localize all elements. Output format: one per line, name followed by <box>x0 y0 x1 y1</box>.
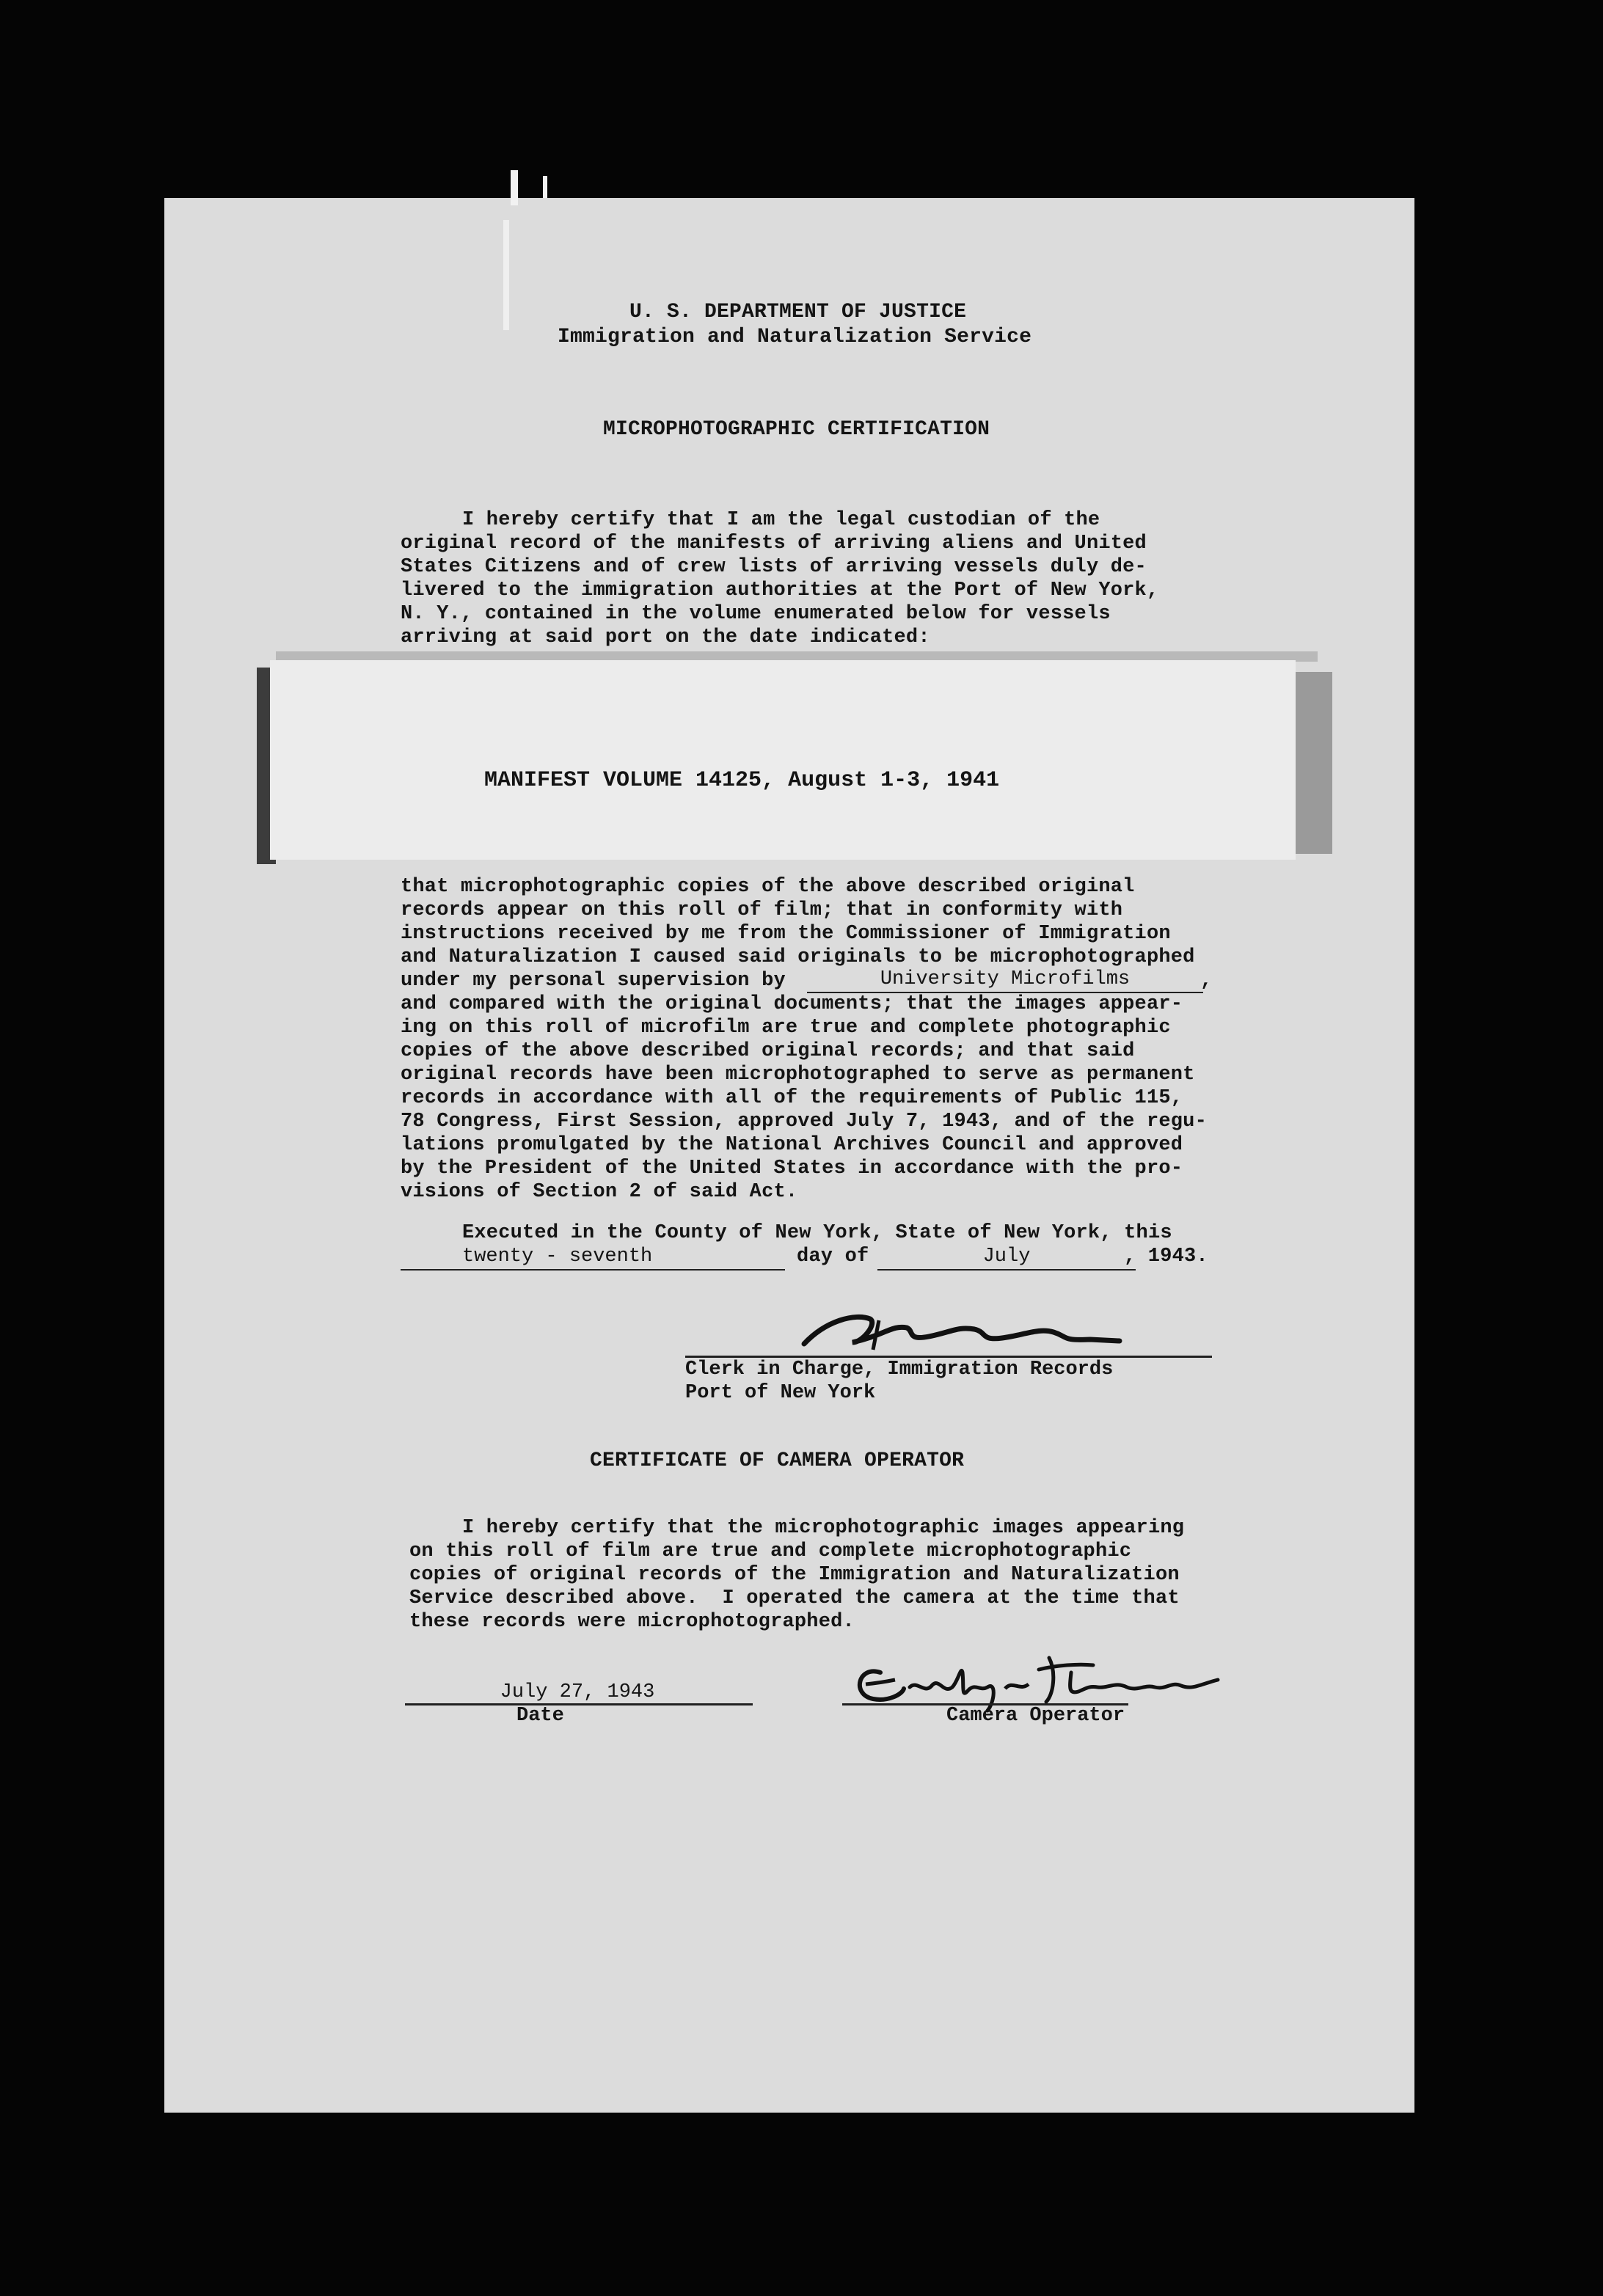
clerk-signature <box>782 1298 1127 1357</box>
document-title: MICROPHOTOGRAPHIC CERTIFICATION <box>603 418 990 441</box>
executed-month: July <box>982 1246 1031 1268</box>
body-line: lations promulgated by the National Archives Council and approved <box>401 1134 1183 1156</box>
body-line: records in accordance with all of the requirements of Public 115, <box>401 1087 1183 1109</box>
film-speck <box>511 170 518 205</box>
manifest-strip <box>270 660 1296 860</box>
manifest-volume: MANIFEST VOLUME 14125, August 1-3, 1941 <box>484 768 1000 793</box>
intro-line: I hereby certify that I am the legal custodian of the <box>462 509 1100 531</box>
month-rule <box>877 1269 1136 1271</box>
intro-line: N. Y., contained in the volume enumerated below for vessels <box>401 603 1111 625</box>
supervisor-name: University Microfilms <box>880 968 1131 990</box>
body-line: copies of the above described original records; and that said <box>401 1040 1135 1062</box>
date-value: July 27, 1943 <box>500 1681 655 1703</box>
film-speck <box>543 176 547 198</box>
date-label: Date <box>516 1705 564 1727</box>
body-line: records appear on this roll of film; that in conformity with <box>401 899 1123 921</box>
executed-day: twenty - seventh <box>462 1246 653 1268</box>
service-heading: Immigration and Naturalization Service <box>558 326 1032 348</box>
body-line: that microphotographic copies of the above described original <box>401 876 1135 898</box>
body-line: 78 Congress, First Session, approved July 7, 1943, and of the regu- <box>401 1111 1207 1133</box>
body-line: instructions received by me from the Commissioner of Immigration <box>401 923 1171 945</box>
department-heading: U. S. DEPARTMENT OF JUSTICE <box>629 301 967 323</box>
intro-line: States Citizens and of crew lists of arriving vessels duly de- <box>401 556 1147 578</box>
clerk-port: Port of New York <box>685 1382 876 1404</box>
body-line: and compared with the original documents; that the images appear- <box>401 993 1183 1015</box>
intro-line: original record of the manifests of arriving aliens and United <box>401 533 1147 555</box>
body-line: ing on this roll of microfilm are true and complete photographic <box>401 1017 1171 1039</box>
day-rule <box>401 1269 785 1271</box>
body-line: and Naturalization I caused said originals to be microphotographed <box>401 946 1195 968</box>
clerk-rule <box>685 1356 1212 1358</box>
executed-year: , 1943. <box>1124 1246 1208 1268</box>
intro-line: livered to the immigration authorities at the Port of New York, <box>401 580 1159 602</box>
camera-line: on this roll of film are true and complete microphotographic <box>409 1540 1132 1562</box>
date-rule <box>405 1703 753 1705</box>
body-line: original records have been microphotographed to serve as permanent <box>401 1064 1195 1086</box>
banner-shadow <box>1296 672 1332 854</box>
camera-line: these records were microphotographed. <box>409 1611 855 1633</box>
body-line: visions of Section 2 of said Act. <box>401 1181 798 1203</box>
camera-heading: CERTIFICATE OF CAMERA OPERATOR <box>590 1449 965 1472</box>
executed-line: Executed in the County of New York, State of New York, this <box>462 1222 1172 1244</box>
camera-line: I hereby certify that the microphotographic images appearing <box>462 1517 1185 1539</box>
operator-label: Camera Operator <box>946 1705 1125 1727</box>
body-line: by the President of the United States in accordance with the pro- <box>401 1158 1183 1180</box>
clerk-title: Clerk in Charge, Immigration Records <box>685 1359 1114 1381</box>
film-speck <box>503 220 509 330</box>
supervisor-comma: , <box>1200 970 1213 992</box>
day-of-label: day of <box>797 1246 869 1268</box>
camera-line: Service described above. I operated the camera at the time that <box>409 1587 1180 1609</box>
camera-line: copies of original records of the Immigration and Naturalization <box>409 1564 1180 1586</box>
intro-line: arriving at said port on the date indicated: <box>401 626 930 648</box>
body-line: under my personal supervision by <box>401 970 786 992</box>
